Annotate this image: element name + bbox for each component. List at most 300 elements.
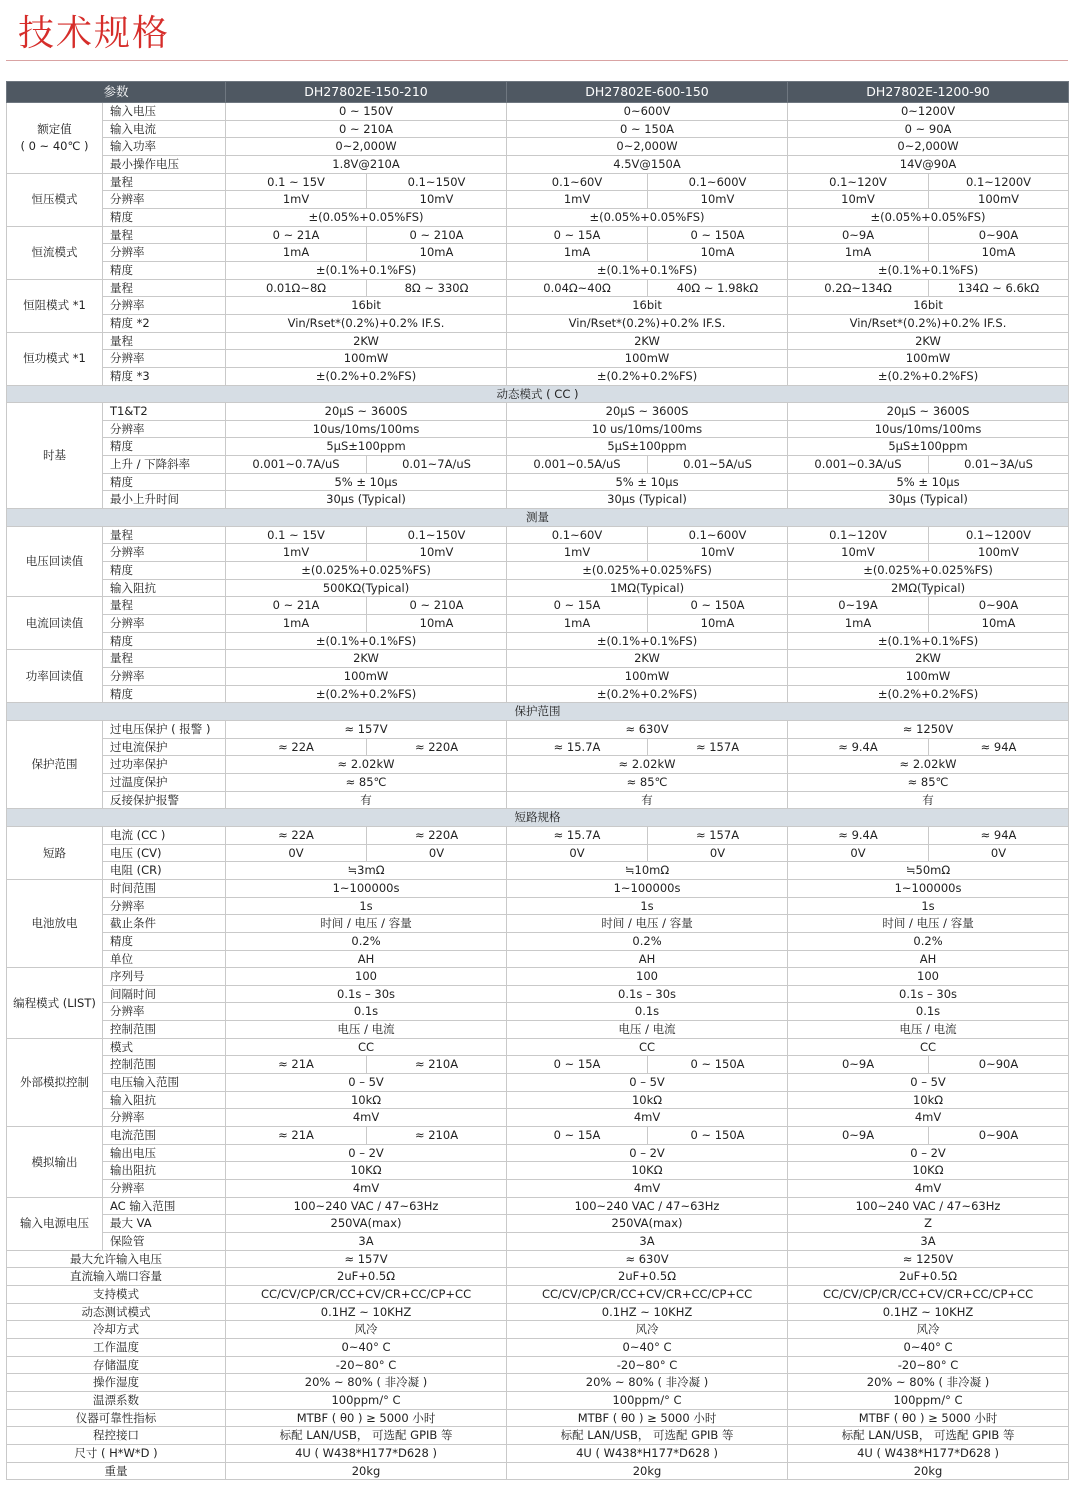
param-name: AC 输入范围 [103,1197,226,1215]
value-cell: 0 – 2V [226,1144,507,1162]
value-cell: 3A [788,1233,1069,1251]
value-cell-split: 0 ~ 210A [367,226,507,244]
value-cell: 0 ~ 90A [788,120,1069,138]
value-cell: 5μS±100ppm [788,438,1069,456]
value-cell-split: ≈ 210A [367,1056,507,1074]
value-cell: ±(0.025%+0.025%FS) [226,562,507,580]
value-cell-split: 0 ~ 210A [367,597,507,615]
value-cell: 4U ( W438*H177*D628 ) [788,1444,1069,1462]
value-cell: 标配 LAN/USB， 可选配 GPIB 等 [507,1427,788,1445]
param-name: 分辨率 [103,897,226,915]
value-cell: 0~40° C [788,1338,1069,1356]
table-row [7,491,1069,509]
value-cell-split: 0.1~60V [507,526,648,544]
value-cell: 0.1HZ ~ 10KHZ [788,1303,1069,1321]
table-row [7,1321,1069,1339]
value-cell-split: 0V [507,844,648,862]
value-cell: 10us/10ms/100ms [788,420,1069,438]
value-cell-split: 0.001~0.5A/uS [507,456,648,474]
table-row [7,615,1069,633]
value-cell: 电压 / 电流 [226,1021,507,1039]
section-title: 短路规格 [7,809,1069,827]
value-cell-split: 10mV [648,544,788,562]
param-label: 仪器可靠性指标 [7,1409,226,1427]
value-cell: 4mV [507,1180,788,1198]
value-cell-split: 134Ω ~ 6.6kΩ [929,279,1069,297]
value-cell: 0 – 5V [226,1074,507,1092]
param-name: 精度 *2 [103,314,226,332]
value-cell: MTBF ( θ0 ) ≥ 5000 小时 [507,1409,788,1427]
value-cell: 4U ( W438*H177*D628 ) [226,1444,507,1462]
value-cell: 30μs (Typical) [788,491,1069,509]
table-row [7,1056,1069,1074]
value-cell: 5% ± 10μs [507,473,788,491]
page-title: 技术规格 [18,13,171,54]
table-row [7,526,1069,544]
value-cell: 10 us/10ms/100ms [507,420,788,438]
table-row [7,1215,1069,1233]
value-cell: 标配 LAN/USB， 可选配 GPIB 等 [788,1427,1069,1445]
value-cell-split: 10mV [788,191,929,209]
value-cell: 2uF+0.5Ω [507,1268,788,1286]
group-label-line: 输入电源电压 [20,1216,89,1231]
value-cell-split: 1mV [507,544,648,562]
param-name: 分辨率 [103,244,226,262]
param-name: 反接保护报警 [103,791,226,809]
value-cell: 100ppm/° C [507,1391,788,1409]
value-cell: 0~40° C [507,1338,788,1356]
param-name: 分辨率 [103,1180,226,1198]
value-cell: 0~40° C [226,1338,507,1356]
param-name: 分辨率 [103,1109,226,1127]
value-cell-split: 10mA [648,244,788,262]
table-row [7,1003,1069,1021]
value-cell: MTBF ( θ0 ) ≥ 5000 小时 [788,1409,1069,1427]
value-cell-split: 1mA [788,244,929,262]
value-cell-split: 10mV [648,191,788,209]
value-cell: 0.1s [226,1003,507,1021]
group-label [7,826,103,879]
table-row [7,1162,1069,1180]
value-cell: 10KΩ [507,1162,788,1180]
value-cell-split: ≈ 220A [367,738,507,756]
value-cell-split: 0V [648,844,788,862]
table-row [7,562,1069,580]
value-cell: 100ppm/° C [226,1391,507,1409]
value-cell: 100~240 VAC / 47~63Hz [507,1197,788,1215]
value-cell-split: 10mA [367,244,507,262]
value-cell: 16bit [226,297,507,315]
value-cell: CC/CV/CP/CR/CC+CV/CR+CC/CP+CC [507,1285,788,1303]
value-cell-split: 0.01~5A/uS [648,456,788,474]
section-row [7,809,1069,827]
group-label [7,332,103,385]
value-cell-split: 0.01~3A/uS [929,456,1069,474]
param-name: 精度 [103,438,226,456]
value-cell: 有 [788,791,1069,809]
table-row [7,685,1069,703]
table-row [7,579,1069,597]
group-label-line: 时基 [43,448,66,463]
group-label-line: 模拟输出 [31,1154,78,1169]
group-label-line: 恒阻模式 *1 [23,298,86,313]
value-cell: 0.2% [788,932,1069,950]
value-cell: ±(0.1%+0.1%FS) [507,632,788,650]
value-cell: 1s [226,897,507,915]
value-cell: ±(0.1%+0.1%FS) [226,261,507,279]
table-row [7,297,1069,315]
value-cell: 100 [507,968,788,986]
param-name: 精度 *3 [103,367,226,385]
param-name: 电压 (CV) [103,844,226,862]
value-cell: AH [788,950,1069,968]
param-name: 过电压保护 ( 报警 ) [103,720,226,738]
value-cell: CC/CV/CP/CR/CC+CV/CR+CC/CP+CC [788,1285,1069,1303]
value-cell: ±(0.2%+0.2%FS) [788,367,1069,385]
section-title: 保护范围 [7,703,1069,721]
value-cell: 30μs (Typical) [226,491,507,509]
table-row [7,1285,1069,1303]
value-cell: 20kg [788,1462,1069,1480]
param-name: 分辨率 [103,1003,226,1021]
param-name: 输入功率 [103,138,226,156]
param-label: 重量 [7,1462,226,1480]
value-cell: 2KW [226,332,507,350]
table-row [7,173,1069,191]
param-name: 量程 [103,279,226,297]
value-cell: MTBF ( θ0 ) ≥ 5000 小时 [226,1409,507,1427]
value-cell: ±(0.05%+0.05%FS) [226,208,507,226]
value-cell: 时间 / 电压 / 容量 [788,915,1069,933]
value-cell-split: ≈ 94A [929,738,1069,756]
param-name: 电流范围 [103,1127,226,1145]
group-label-line: 功率回读值 [25,669,84,683]
value-cell: 100~240 VAC / 47~63Hz [788,1197,1069,1215]
value-cell: 0 – 5V [507,1074,788,1092]
value-cell-split: 0.1~600V [648,173,788,191]
table-row [7,1268,1069,1286]
value-cell: ≈ 1250V [788,1250,1069,1268]
table-row [7,932,1069,950]
value-cell-split: 1mA [507,615,648,633]
param-name: 过电流保护 [103,738,226,756]
param-name: 精度 [103,932,226,950]
table-row [7,844,1069,862]
value-cell: 10kΩ [226,1091,507,1109]
value-cell: ±(0.2%+0.2%FS) [507,685,788,703]
value-cell-split: 0~90A [929,1056,1069,1074]
value-cell: 1~100000s [507,879,788,897]
param-label: 程控接口 [7,1427,226,1445]
value-cell: 3A [507,1233,788,1251]
value-cell: 3A [226,1233,507,1251]
table-row [7,456,1069,474]
value-cell-split: ≈ 157A [648,738,788,756]
value-cell: ≒3mΩ [226,862,507,880]
value-cell: 4.5V@150A [507,155,788,173]
value-cell-split: ≈ 9.4A [788,826,929,844]
value-cell-split: 40Ω ~ 1.98kΩ [648,279,788,297]
value-cell-split: 10mV [788,544,929,562]
value-cell-split: ≈ 22A [226,738,367,756]
value-cell: 0 ~ 150V [226,103,507,121]
table-row [7,1391,1069,1409]
param-name: 精度 [103,562,226,580]
table-row [7,915,1069,933]
value-cell: 1~100000s [226,879,507,897]
value-cell: 0.1s [507,1003,788,1021]
table-row [7,1374,1069,1392]
value-cell-split: 0~90A [929,226,1069,244]
value-cell: 100 [788,968,1069,986]
param-name: 输入电压 [103,103,226,121]
param-name: 输出阻抗 [103,1162,226,1180]
table-row [7,1356,1069,1374]
param-name: 输入阻抗 [103,1091,226,1109]
table-row [7,261,1069,279]
value-cell: ±(0.1%+0.1%FS) [788,261,1069,279]
value-cell: 2MΩ(Typical) [788,579,1069,597]
value-cell-split: 0 ~ 15A [507,1056,648,1074]
value-cell: 4mV [226,1109,507,1127]
table-row [7,773,1069,791]
param-name: 精度 [103,632,226,650]
value-cell: 风冷 [507,1321,788,1339]
table-row [7,1180,1069,1198]
value-cell: 100ppm/° C [788,1391,1069,1409]
param-name: 输出电压 [103,1144,226,1162]
value-cell-split: 0.01~7A/uS [367,456,507,474]
table-row [7,103,1069,121]
value-cell: ≈ 630V [507,720,788,738]
value-cell-split: 0~90A [929,597,1069,615]
value-cell: 20μS ~ 3600S [788,403,1069,421]
value-cell-split: 0~9A [788,1056,929,1074]
table-row [7,1038,1069,1056]
value-cell-split: 0V [226,844,367,862]
value-cell: 1s [788,897,1069,915]
param-name: 上升 / 下降斜率 [103,456,226,474]
table-row [7,1197,1069,1215]
param-label: 冷却方式 [7,1321,226,1339]
value-cell: 2KW [788,332,1069,350]
value-cell: 0.2% [507,932,788,950]
param-label: 存储温度 [7,1356,226,1374]
table-row [7,1091,1069,1109]
value-cell-split: 10mV [367,191,507,209]
value-cell-split: 1mA [226,244,367,262]
title-divider [6,60,1068,61]
param-name: 保险管 [103,1233,226,1251]
table-row [7,191,1069,209]
value-cell: 4U ( W438*H177*D628 ) [507,1444,788,1462]
header-param: 参数 [7,82,226,103]
value-cell: ±(0.025%+0.025%FS) [788,562,1069,580]
header-model: DH27802E-150-210 [226,82,507,103]
table-row [7,968,1069,986]
value-cell: ±(0.025%+0.025%FS) [507,562,788,580]
group-label-line: 短路 [43,845,66,860]
value-cell: 100mW [507,350,788,368]
value-cell-split: 0.1 ~ 15V [226,173,367,191]
value-cell: 2uF+0.5Ω [788,1268,1069,1286]
group-label-line: 恒功模式 *1 [23,351,86,366]
group-label-line: 恒压模式 [31,192,78,207]
value-cell-split: 10mA [929,615,1069,633]
value-cell: 5% ± 10μs [788,473,1069,491]
value-cell-split: 100mV [929,544,1069,562]
value-cell: 100mW [788,668,1069,686]
table-row [7,367,1069,385]
value-cell: ≈ 630V [507,1250,788,1268]
table-row [7,420,1069,438]
table-row [7,544,1069,562]
param-name: 量程 [103,597,226,615]
value-cell-split: 1mV [226,191,367,209]
param-name: 最小操作电压 [103,155,226,173]
param-name: 最大 VA [103,1215,226,1233]
value-cell: 4mV [788,1109,1069,1127]
value-cell-split: 0~90A [929,1127,1069,1145]
table-row [7,279,1069,297]
section-row [7,703,1069,721]
param-name: 控制范围 [103,1056,226,1074]
value-cell-split: 0.1~120V [788,173,929,191]
value-cell-split: 0.001~0.3A/uS [788,456,929,474]
value-cell: 0 – 2V [507,1144,788,1162]
value-cell: ±(0.1%+0.1%FS) [507,261,788,279]
group-label-line: 电流回读值 [25,616,84,631]
value-cell-split: ≈ 15.7A [507,738,648,756]
value-cell-split: 0.1~1200V [929,526,1069,544]
value-cell-split: 0 ~ 150A [648,1056,788,1074]
table-row [7,1444,1069,1462]
value-cell-split: 0 ~ 150A [648,226,788,244]
group-label [7,720,103,808]
param-name: 量程 [103,526,226,544]
section-row [7,385,1069,403]
value-cell: Vin/Rset*(0.2%)+0.2% IF.S. [226,314,507,332]
table-row [7,791,1069,809]
table-row [7,138,1069,156]
value-cell: 风冷 [788,1321,1069,1339]
table-row [7,985,1069,1003]
value-cell: 100 [226,968,507,986]
table-row [7,350,1069,368]
param-label: 支持模式 [7,1285,226,1303]
value-cell-split: 0 ~ 21A [226,226,367,244]
group-label [7,597,103,650]
value-cell: CC [507,1038,788,1056]
value-cell: 20kg [226,1462,507,1480]
table-row [7,650,1069,668]
group-label-line: 保护范围 [31,757,78,772]
value-cell: CC/CV/CP/CR/CC+CV/CR+CC/CP+CC [226,1285,507,1303]
group-label [7,968,103,1039]
section-row [7,509,1069,527]
group-label [7,403,103,509]
value-cell: ≈ 157V [226,720,507,738]
value-cell-split: 0.2Ω~134Ω [788,279,929,297]
table-row [7,1250,1069,1268]
value-cell-split: 0.001~0.7A/uS [226,456,367,474]
value-cell: 100mW [788,350,1069,368]
value-cell: 2KW [507,650,788,668]
value-cell: 0.1HZ ~ 10KHZ [507,1303,788,1321]
value-cell: ≈ 85℃ [226,773,507,791]
param-name: 分辨率 [103,668,226,686]
param-name: 模式 [103,1038,226,1056]
value-cell: ≈ 2.02kW [226,756,507,774]
value-cell: 时间 / 电压 / 容量 [226,915,507,933]
value-cell: 1.8V@210A [226,155,507,173]
value-cell: 20% ~ 80% ( 非冷凝 ) [226,1374,507,1392]
value-cell: 0~2,000W [507,138,788,156]
value-cell: 有 [226,791,507,809]
value-cell: ±(0.2%+0.2%FS) [226,367,507,385]
param-name: 精度 [103,685,226,703]
value-cell-split: 0~19A [788,597,929,615]
param-name: 量程 [103,650,226,668]
value-cell: ≈ 1250V [788,720,1069,738]
group-label [7,650,103,703]
value-cell-split: ≈ 15.7A [507,826,648,844]
value-cell: 20kg [507,1462,788,1480]
param-label: 尺寸 ( H*W*D ) [7,1444,226,1462]
param-name: 分辨率 [103,191,226,209]
value-cell: 20% ~ 80% ( 非冷凝 ) [507,1374,788,1392]
value-cell: 20% ~ 80% ( 非冷凝 ) [788,1374,1069,1392]
value-cell: 5μS±100ppm [226,438,507,456]
group-label [7,279,103,332]
param-name: 控制范围 [103,1021,226,1039]
value-cell: 100~240 VAC / 47~63Hz [226,1197,507,1215]
group-label [7,1197,103,1250]
group-label-line: 电池放电 [31,916,78,931]
value-cell: CC [788,1038,1069,1056]
param-name: 间隔时间 [103,985,226,1003]
value-cell: 电压 / 电流 [788,1021,1069,1039]
value-cell: Z [788,1215,1069,1233]
value-cell: 10KΩ [226,1162,507,1180]
value-cell: 10us/10ms/100ms [226,420,507,438]
param-name: 时间范围 [103,879,226,897]
group-label [7,526,103,597]
param-label: 温漂系数 [7,1391,226,1409]
value-cell: ±(0.2%+0.2%FS) [226,685,507,703]
table-row [7,244,1069,262]
value-cell: 0~600V [507,103,788,121]
param-name: 最小上升时间 [103,491,226,509]
table-row [7,1462,1069,1480]
value-cell: 2KW [507,332,788,350]
value-cell: 500KΩ(Typical) [226,579,507,597]
group-label [7,1038,103,1126]
value-cell: 0 ~ 210A [226,120,507,138]
value-cell-split: 8Ω ~ 330Ω [367,279,507,297]
header-model: DH27802E-600-150 [507,82,788,103]
value-cell: ≈ 2.02kW [788,756,1069,774]
value-cell-split: 0 ~ 150A [648,597,788,615]
value-cell-split: 1mV [226,544,367,562]
param-name: 精度 [103,261,226,279]
value-cell: ≈ 85℃ [507,773,788,791]
value-cell: 1s [507,897,788,915]
group-label-line: 编程模式 (LIST) [13,995,96,1010]
value-cell: ≈ 157V [226,1250,507,1268]
value-cell: 0.1s – 30s [507,985,788,1003]
group-label-line: ( 0 ~ 40℃ ) [20,138,89,153]
